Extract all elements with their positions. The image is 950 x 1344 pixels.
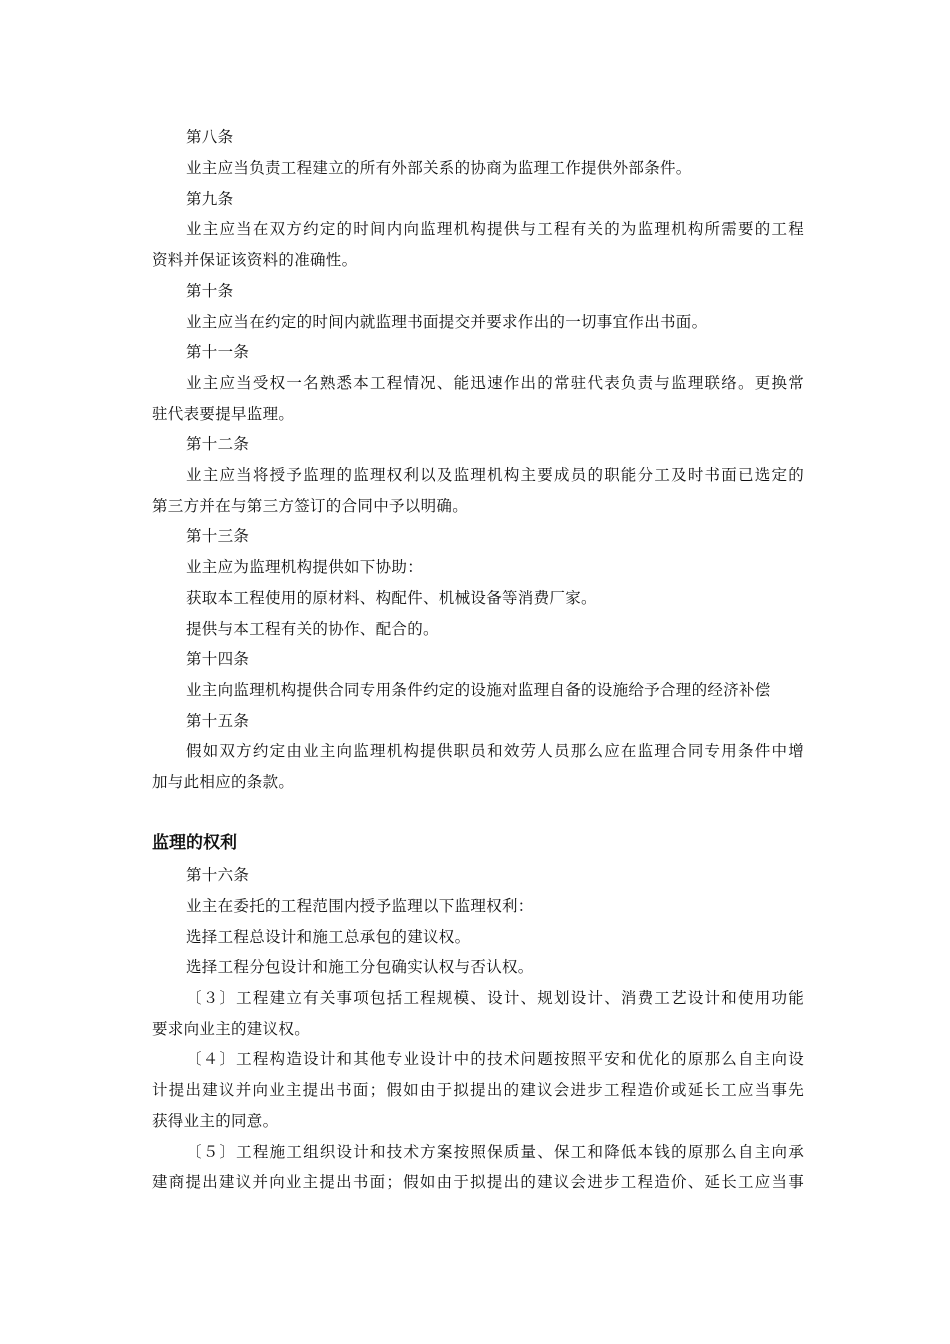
article-12-text-line2: 第三方并在与第三方签订的合同中予以明确。 — [152, 497, 469, 515]
article-16-item1: 选择工程总设计和施工总承包的建议权。 — [186, 928, 471, 946]
article-16-title: 第十六条 — [186, 866, 250, 884]
article-13-text: 业主应为监理机构提供如下协助： — [186, 558, 424, 576]
article-16-text: 业主在委托的工程范围内授予监理以下监理权利： — [186, 897, 534, 915]
article-16-item4-line2: 计提出建议并向业主提出书面；假如由于拟提出的建议会进步工程造价或延长工应当事先 — [152, 1081, 804, 1099]
article-12-text-line1: 业主应当将授予监理的监理权利以及监理机构主要成员的职能分工及时书面已选定的 — [186, 466, 804, 484]
article-15-text-line2: 加与此相应的条款。 — [152, 773, 295, 791]
article-10-text: 业主应当在约定的时间内就监理书面提交并要求作出的一切事宜作出书面。 — [186, 313, 708, 331]
article-8-text: 业主应当负责工程建立的所有外部关系的协商为监理工作提供外部条件。 — [186, 159, 692, 177]
section-heading: 监理的权利 — [152, 833, 237, 853]
article-16-item3-line2: 要求向业主的建议权。 — [152, 1020, 311, 1038]
article-10-title: 第十条 — [186, 282, 234, 300]
article-16-item2: 选择工程分包设计和施工分包确实认权与否认权。 — [186, 958, 534, 976]
article-16-item4-line3: 获得业主的同意。 — [152, 1112, 279, 1130]
article-12-title: 第十二条 — [186, 435, 250, 453]
article-11-text-line1: 业主应当受权一名熟悉本工程情况、能迅速作出的常驻代表负责与监理联络。更换常 — [186, 374, 804, 392]
article-11-text-line2: 驻代表要提早监理。 — [152, 405, 295, 423]
article-15-text-line1: 假如双方约定由业主向监理机构提供职员和效劳人员那么应在监理合同专用条件中增 — [186, 742, 804, 760]
article-16-item4-line1: 〔４〕工程构造设计和其他专业设计中的技术问题按照平安和优化的原那么自主向设 — [186, 1050, 804, 1068]
article-8-title: 第八条 — [186, 128, 234, 146]
article-11-title: 第十一条 — [186, 343, 250, 361]
article-13-item2: 提供与本工程有关的协作、配合的。 — [186, 620, 439, 638]
article-14-text: 业主向监理机构提供合同专用条件约定的设施对监理自备的设施给予合理的经济补偿 — [186, 681, 771, 699]
article-9-text-line1: 业主应当在双方约定的时间内向监理机构提供与工程有关的为监理机构所需要的工程 — [186, 220, 804, 238]
article-16-item3-line1: 〔３〕工程建立有关事项包括工程规模、设计、规划设计、消费工艺设计和使用功能 — [186, 989, 804, 1007]
article-9-title: 第九条 — [186, 190, 234, 208]
article-16-item5-line1: 〔５〕工程施工组织设计和技术方案按照保质量、保工和降低本钱的原那么自主向承 — [186, 1143, 804, 1161]
article-9-text-line2: 资料并保证该资料的准确性。 — [152, 251, 358, 269]
article-13-title: 第十三条 — [186, 527, 250, 545]
article-15-title: 第十五条 — [186, 712, 250, 730]
article-13-item1: 获取本工程使用的原材料、构配件、机械设备等消费厂家。 — [186, 589, 597, 607]
article-16-item5-line2: 建商提出建议并向业主提出书面；假如由于拟提出的建议会进步工程造价、延长工应当事 — [152, 1173, 804, 1191]
article-14-title: 第十四条 — [186, 650, 250, 668]
